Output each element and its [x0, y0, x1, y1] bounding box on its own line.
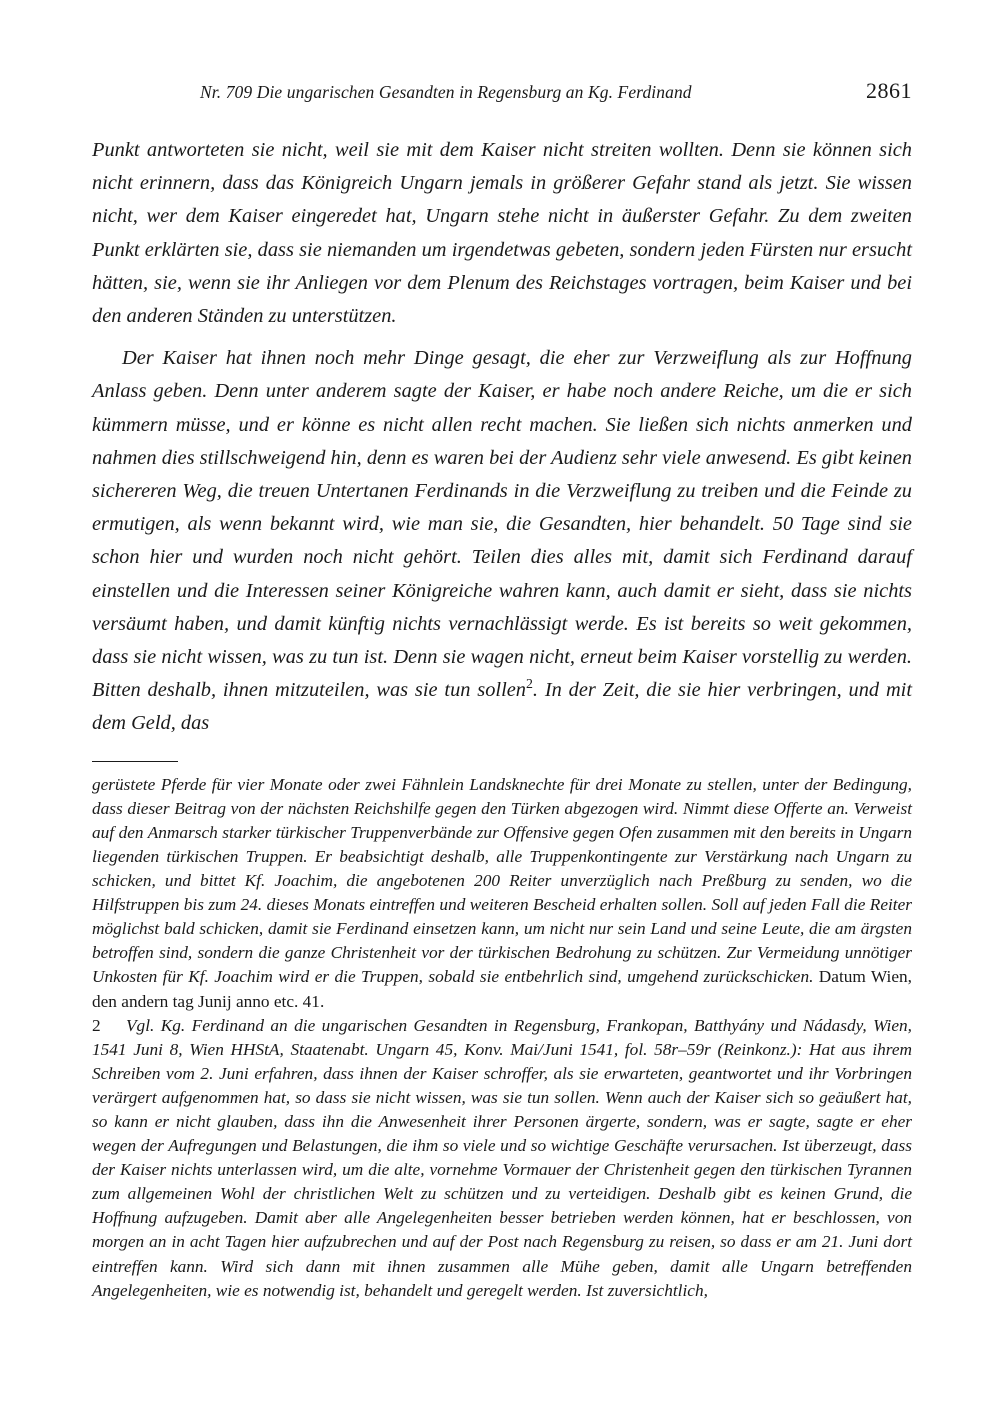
footnote-1-italic-text: gerüstete Pferde für vier Monate oder zwei Fähnlein Landsknechte für drei Monate zu stellen, unter der Bedingung, dass dieser Beitrag von der nächsten Reichshilfe gegen den Türken abgezogen wird. Nimmt diese Offerte an. Verweist auf den Anmarsch starker türkischer Truppenverbände zur Offensive gegen Ofen zusammen mit den bereits in Ungarn liegenden türkischen Truppen. Er beabsichtigt deshalb, alle Truppenkontingente zur Verstärkung nach Ungarn zu schicken, und bittet Kf. Joachim, die angebotenen 200 Reiter unverzüglich nach Preßburg zu senden, wo die Hilfstruppen bis zum 24. dieses Monats eintreffen und weiteren Bescheid erhalten sollen. Soll auf jeden Fall die Reiter möglichst bald schicken, damit sie Ferdinand einsetzen kann, um nicht nur sein Land und seine Leute, die am ärgsten betroffen sind, sondern die ganze Christenheit vor der türkischen Bedrohung zu schützen. Zur Vermeidung unnötiger Unkosten für Kf. Joachim wird er die Truppen, sobald sie entbehrlich sind, umgehend zurückschicken. [92, 774, 912, 987]
footnote-reference-2[interactable]: 2 [525, 677, 533, 693]
footnotes-block [92, 773, 912, 1303]
footnote-separator [92, 761, 178, 762]
paragraph-2 [92, 342, 912, 740]
footnote-2-marker: 2 [92, 1015, 101, 1035]
paragraph-2-part-b: . In der Zeit, die sie hier verbringen, und mit dem Geld, das [92, 679, 912, 735]
footnote-2-text: Vgl. Kg. Ferdinand an die ungarischen Gesandten in Regensburg, Frankopan, Batthyány und Nádasdy, Wien, 1541 Juni 8, Wien HHStA, Staatenabt. Ungarn 45, Konv. Mai/Juni 1541, fol. 58r–59r (Reinkonz.): Hat aus ihrem Schreiben vom 2. Juni erfahren, dass ihnen der Kaiser schroffer, als sie erwarteten, geantwortet und ihr Vorbringen verärgert aufgenommen hat, so dass sie nicht wissen, was sie tun sollen. Wenn auch der Kaiser sich so geäußert hat, so kann er nicht glauben, dass ihn die Anwesenheit ihrer Personen ärgerte, sondern, was er sagte, sagte er eher wegen der Aufregungen und Belastungen, die ihm so viele und so wichtige Geschäfte verursachen. Ist überzeugt, dass der Kaiser nichts unterlassen wird, um die alte, vornehme Vormauer der Christenheit gegen den türkischen Tyrannen zum allgemeinen Wohl der christlichen Welt zu schützen und zu verteidigen. Deshalb gibt es keinen Grund, die Hoffnung aufzugeben. Damit aber alle Angelegenheiten besser betrieben werden können, hat er beschlossen, von morgen an in acht Tagen hier aufzubrechen und auf der Post nach Regensburg zu reisen, so dass er am 21. Juni dort eintreffen kann. Wird sich dann mit ihnen zusammen alle Mühe geben, damit alle Ungarn betreffenden Angelegenheiten, wie es notwendig ist, behandelt und geregelt werden. Ist zuversichtlich, [92, 1015, 912, 1300]
paragraph-1: Punkt antworteten sie nicht, weil sie mit dem Kaiser nicht streiten wollten. Denn sie können sich nicht erinnern, dass das Königreich Ungarn jemals in größerer Gefahr stand als jetzt. Sie wissen nicht, wer dem Kaiser eingeredet hat, Ungarn stehe nicht in äußerster Gefahr. Zu dem zweiten Punkt erklärten sie, dass sie niemanden um irgendetwas gebeten, sondern jeden Fürsten nur ersucht hätten, sie, wenn sie ihr Anliegen vor dem Plenum des Reichstages vortragen, beim Kaiser und bei den anderen Ständen zu unterstützen. [92, 139, 912, 328]
paragraph-2-part-a: Der Kaiser hat ihnen noch mehr Dinge gesagt, die eher zur Verzweiflung als zur Hoffnung Anlass geben. Denn unter anderem sagte der Kaiser, er habe noch andere Reiche, um die er sich kümmern müsse, und er könne es nicht allen recht machen. Sie ließen sich nichts anmerken und nahmen dies stillschweigend hin, denn es waren bei der Audienz sehr viele anwesend. Es gibt keinen sichereren Weg, die treuen Untertanen Ferdinands in die Verzweiflung zu treiben und die Feinde zu ermutigen, als wenn bekannt wird, wie man sie, die Gesandten, hier behandelt. 50 Tage sind sie schon hier und wurden noch nicht gehört. Teilen dies alles mit, damit sich Ferdinand darauf einstellen und die Interessen seiner Königreiche wahren kann, auch damit er sieht, dass sie nichts versäumt haben, und damit künftig nichts vernachlässigt werde. Es ist bereits so weit gekommen, dass sie nicht wissen, was zu tun ist. Denn sie wagen nicht, erneut beim Kaiser vorstellig zu werden. Bitten deshalb, ihnen mitzuteilen, was sie tun sollen [92, 347, 912, 702]
page-number: 2861 [866, 78, 912, 103]
footnote-1-continuation [92, 773, 912, 1014]
footnote-2 [92, 1014, 912, 1303]
body-text [92, 134, 912, 741]
running-head [92, 78, 912, 104]
running-head-title: Nr. 709 Die ungarischen Gesandten in Regensburg an Kg. Ferdinand [200, 82, 692, 102]
footnote-1-roman-text: Datum Wien, den andern tag Junij anno etc. 41. [92, 967, 912, 1011]
